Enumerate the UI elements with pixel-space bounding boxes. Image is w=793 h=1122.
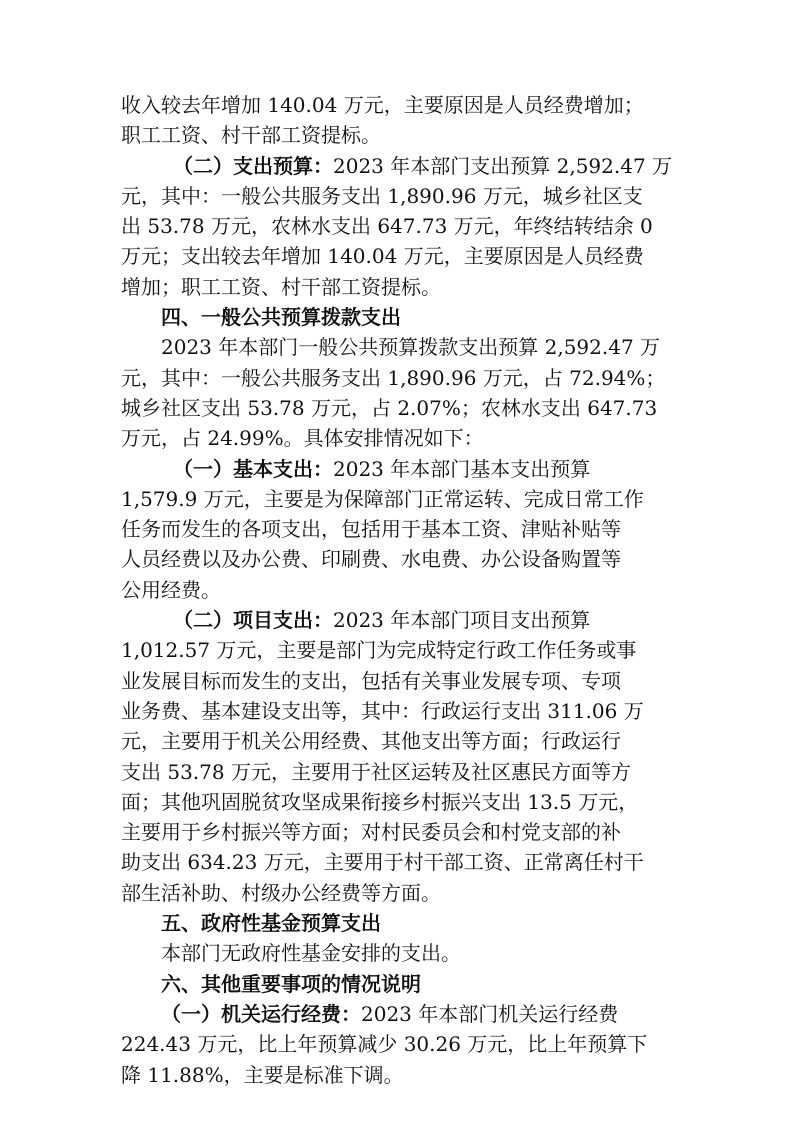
body-line: 万元；支出较去年增加 140.04 万元，主要原因是人员经费 xyxy=(121,244,644,269)
body-line: 助支出 634.23 万元，主要用于村干部工资、正常离任村干 xyxy=(121,850,644,875)
subsection-heading: （二）支出预算： xyxy=(173,153,333,178)
body-line: 降 11.88%，主要是标准下调。 xyxy=(121,1062,404,1087)
body-line: 元，其中：一般公共服务支出 1,890.96 万元，占 72.94%； xyxy=(121,365,666,390)
body-text: 2023 年本部门支出预算 2,592.47 万 xyxy=(333,153,673,178)
body-line: 面；其他巩固脱贫攻坚成果衔接乡村振兴支出 13.5 万元， xyxy=(121,789,639,814)
body-line: 收入较去年增加 140.04 万元，主要原因是人员经费增加； xyxy=(121,93,644,117)
body-line: 元，其中：一般公共服务支出 1,890.96 万元，城乡社区支 xyxy=(121,183,643,208)
body-line: 出 53.78 万元，农林水支出 647.73 万元，年终结转结余 0 xyxy=(121,214,653,239)
subsection-heading: （一）基本支出： xyxy=(173,456,333,481)
subsection-heading: （一）机关运行经费： xyxy=(161,1001,361,1026)
body-line: 增加；职工工资、村干部工资提标。 xyxy=(121,274,441,299)
body-line: 1,579.9 万元，主要是为保障部门正常运转、完成日常工作 xyxy=(121,486,644,511)
body-line: 部生活补助、村级办公经费等方面。 xyxy=(121,880,441,905)
body-line: 万元，占 24.99%。具体安排情况如下： xyxy=(121,426,484,451)
subsection-paragraph xyxy=(121,151,674,181)
body-line: 城乡社区支出 53.78 万元，占 2.07%；农林水支出 647.73 xyxy=(121,395,658,420)
body-line: 任务而发生的各项支出，包括用于基本工资、津贴补贴等 xyxy=(121,517,621,542)
subsection-paragraph xyxy=(121,605,674,635)
document-body xyxy=(121,90,674,1090)
body-line: 业发展目标而发生的支出，包括有关事业发展专项、专项 xyxy=(121,668,621,693)
body-line: 职工工资、村干部工资提标。 xyxy=(121,123,381,148)
section-heading: 六、其他重要事项的情况说明 xyxy=(161,971,421,996)
body-line: 公用经费。 xyxy=(121,577,221,602)
body-text: 2023 年本部门基本支出预算 xyxy=(333,456,591,481)
body-line: 224.43 万元，比上年预算减少 30.26 万元，比上年预算下 xyxy=(121,1032,648,1057)
subsection-paragraph xyxy=(121,454,674,484)
subsection-paragraph xyxy=(121,999,674,1029)
body-line: 本部门无政府性基金安排的支出。 xyxy=(161,941,461,966)
body-line: 1,012.57 万元，主要是部门为完成特定行政工作任务或事 xyxy=(121,638,637,663)
body-line: 支出 53.78 万元，主要用于社区运转及社区惠民方面等方 xyxy=(121,759,631,784)
body-line: 主要用于乡村振兴等方面；对村民委员会和村党支部的补 xyxy=(121,820,621,845)
body-line: 元，主要用于机关公用经费、其他支出等方面；行政运行 xyxy=(121,729,621,754)
section-heading: 五、政府性基金预算支出 xyxy=(161,911,381,936)
body-text: 2023 年本部门项目支出预算 xyxy=(333,608,591,633)
subsection-heading: （二）项目支出： xyxy=(173,608,333,633)
section-heading: 四、一般公共预算拨款支出 xyxy=(161,305,401,330)
body-line: 2023 年本部门一般公共预算拨款支出预算 2,592.47 万 xyxy=(161,335,661,360)
body-line: 业务费、基本建设支出等，其中：行政运行支出 311.06 万 xyxy=(121,698,644,723)
body-text: 2023 年本部门机关运行经费 xyxy=(361,1001,619,1026)
body-line: 人员经费以及办公费、印刷费、水电费、办公设备购置等 xyxy=(121,547,621,572)
